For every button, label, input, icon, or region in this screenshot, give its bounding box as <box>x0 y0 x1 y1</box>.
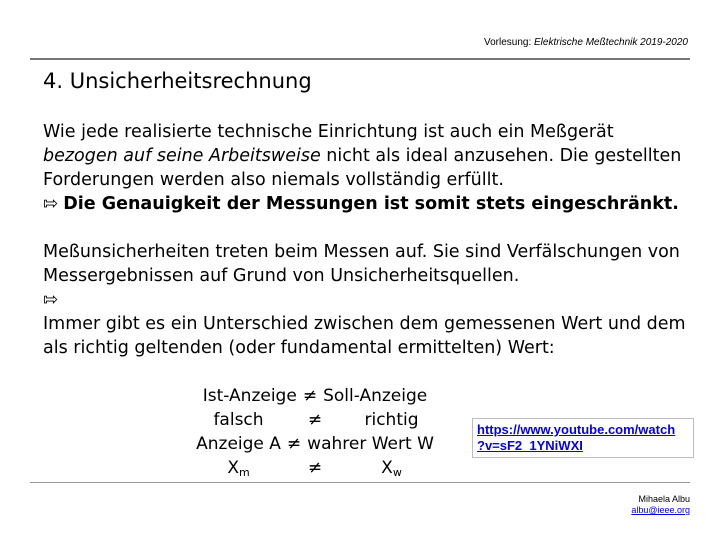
intro-conclusion: Die Genauigkeit der Messungen ist somit stets eingeschränkt. <box>63 194 679 214</box>
slide-title: 4. Unsicherheitsrechnung <box>43 69 312 93</box>
author-footer <box>631 494 690 516</box>
footer-divider <box>30 482 690 483</box>
intro-text-b: nicht als ideal anzusehen. Die gestellten Forderungen werden also niemals vollständig erfüllt. <box>43 146 682 190</box>
arrow-right-icon: ⇰ <box>43 194 58 214</box>
x-base: X <box>227 458 239 478</box>
comparison-right: richtig <box>364 410 419 430</box>
author-email-link[interactable]: albu@ieee.org <box>631 505 690 515</box>
not-equal-symbol: ≠ <box>302 386 318 406</box>
comparison-left: Anzeige A <box>196 434 281 454</box>
comparison-row <box>180 384 450 408</box>
header-prefix: Vorlesung: <box>483 37 535 48</box>
comparison-left: falsch <box>213 410 264 430</box>
link-line-2: ?v=sF2_1YNiWXI <box>477 438 583 453</box>
comparison-right: wahrer Wert W <box>307 434 434 454</box>
comparison-right: Soll-Anzeige <box>323 386 428 406</box>
paragraph-uncertainty <box>43 240 693 360</box>
youtube-link[interactable] <box>477 422 675 453</box>
comparison-row <box>180 408 450 432</box>
author-name: Mihaela Albu <box>638 494 690 504</box>
header-divider <box>30 58 690 60</box>
link-line-1: https://www.youtube.com/watch <box>477 422 676 437</box>
uncertainty-text-a: Meßunsicherheiten treten beim Messen auf. Sie sind Verfälschungen von Messergebnissen auf Grund von Unsicherheitsquellen. <box>43 242 680 286</box>
arrow-right-icon: ⇰ <box>43 290 58 310</box>
comparison-right-symbol <box>333 456 450 485</box>
video-link-box <box>472 418 694 458</box>
x-subscript-w: w <box>392 466 402 479</box>
comparison-row <box>180 432 450 456</box>
intro-italic: bezogen auf seine Arbeitsweise <box>43 146 321 166</box>
comparison-left: Ist-Anzeige <box>202 386 297 406</box>
not-equal-symbol: ≠ <box>307 410 323 430</box>
header-course: Elektrische Meßtechnik 2019-2020 <box>534 37 688 48</box>
x-base: X <box>381 458 393 478</box>
lecture-header <box>484 37 688 48</box>
x-subscript-m: m <box>238 466 250 479</box>
not-equal-symbol: ≠ <box>307 458 323 478</box>
comparison-block <box>180 384 450 485</box>
intro-text-a: Wie jede realisierte technische Einrichtung ist auch ein Meßgerät <box>43 122 614 142</box>
not-equal-symbol: ≠ <box>286 434 302 454</box>
paragraph-intro <box>43 120 693 216</box>
comparison-left-symbol <box>180 456 297 485</box>
uncertainty-text-b: Immer gibt es ein Unterschied zwischen dem gemessenen Wert und dem als richtig geltenden (oder fundamental ermittelten) Wert: <box>43 314 686 358</box>
comparison-row <box>180 456 450 485</box>
